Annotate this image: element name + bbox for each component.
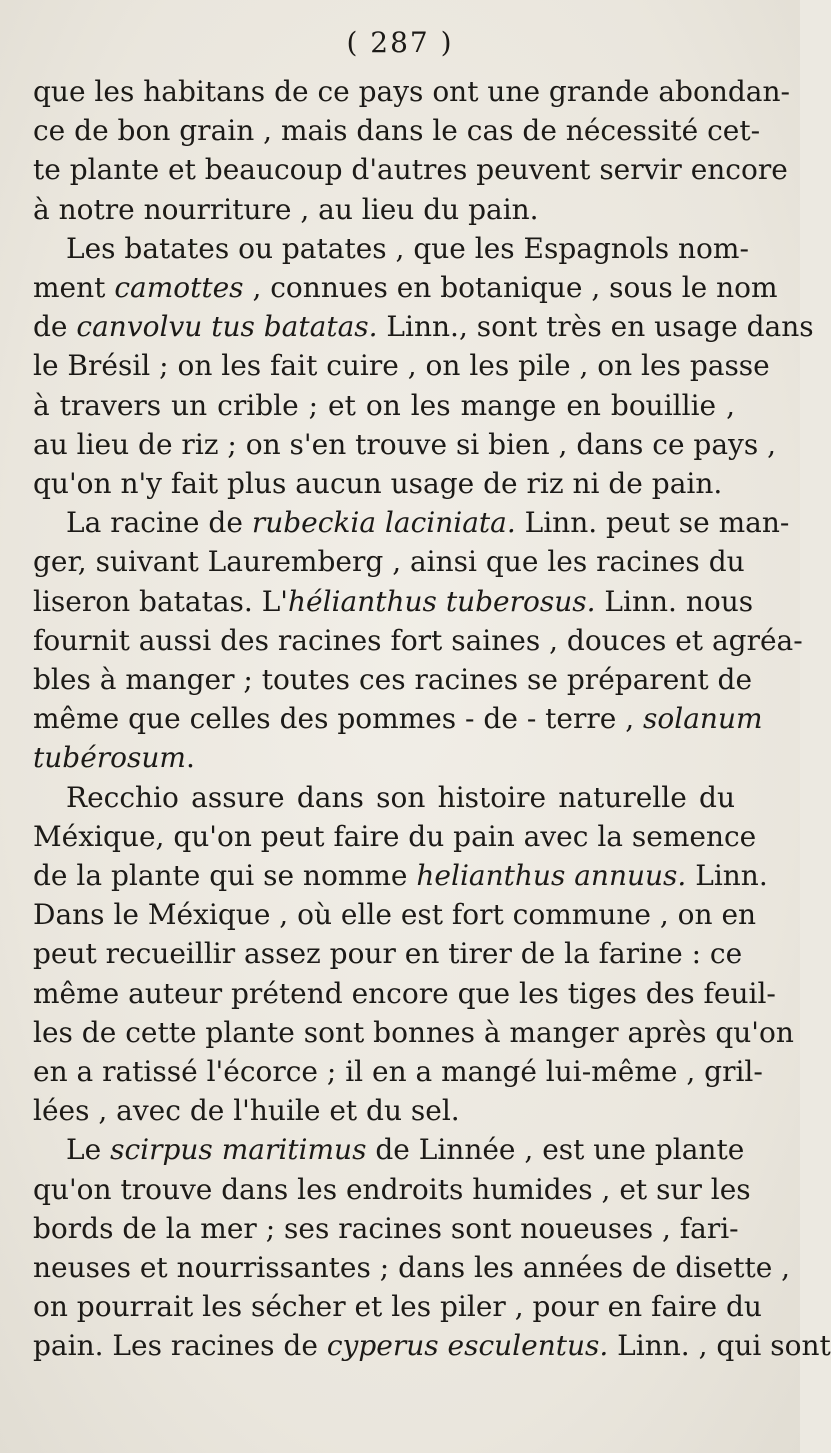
italic-term: helianthus annuus. [416,859,687,892]
text-line [33,856,768,896]
text-segment: Le [66,1133,111,1167]
text-line [33,307,814,347]
text-segment: même que celles des pommes - de - terre , [33,702,644,736]
text-segment: ment [33,271,115,304]
text-segment: Linn., sont très en usage dans [377,310,814,344]
italic-term: hélianthus tuberosus. [288,584,596,618]
text-line [33,582,754,622]
text-segment: Linn. [686,859,768,892]
text-line: fournit aussi des racines fort saines , douces et agréa- [33,623,803,657]
text-line: en a ratissé l'écorce ; il en a mangé lui-même , gril- [33,1055,763,1088]
text-line: à notre nourriture , au lieu du pain. [33,192,539,226]
text-segment: . [185,741,195,775]
text-line [66,1130,745,1170]
text-line: Dans le Méxique , où elle est fort commune , on en [33,898,757,932]
text-segment: liseron batatas. L' [33,584,288,618]
page-number: ( 287 ) [346,26,454,59]
text-line: neuses et nourrissantes ; dans les années de disette , [33,1251,791,1284]
text-line [33,268,778,308]
text-line: que les habitans de ce pays ont une grande abondan- [33,75,790,108]
text-line: qu'on n'y fait plus aucun usage de riz ni de pain. [33,467,723,500]
italic-term: tubérosum [33,741,186,775]
italic-term: cyperus esculentus. [326,1329,609,1363]
italic-term: canvolvu tus batatas. [76,310,378,344]
text-segment: Linn. peut se man- [515,506,790,540]
text-line [33,699,763,739]
text-line: Méxique, qu'on peut faire du pain avec la semence [33,819,757,853]
text-segment: de la plante qui se nomme [33,859,417,892]
italic-term: scirpus maritimus [110,1133,367,1167]
text-line: bles à manger ; toutes ces racines se préparent de [33,663,753,696]
text-segment: de [33,310,77,344]
text-line: ger, suivant Lauremberg , ainsi que les racines du [33,545,745,579]
text-line: peut recueillir assez pour en tirer de la farine : ce [33,937,743,971]
text-segment: Linn. , qui sont [608,1329,831,1363]
text-line [33,1326,831,1366]
text-segment: Linn. nous [595,584,754,618]
text-line [66,503,790,543]
text-line: qu'on trouve dans les endroits humides , et sur les [33,1172,751,1206]
text-segment: de Linnée , est une plante [366,1133,745,1167]
text-segment: pain. Les racines de [33,1329,327,1363]
text-line: le Brésil ; on les fait cuire , on les pile , on les passe [33,349,770,383]
text-line: Recchio assure dans son histoire naturelle du [66,780,735,814]
italic-term: rubeckia laciniata. [251,506,516,540]
text-line: te plante et beaucoup d'autres peuvent servir encore [33,153,788,187]
text-line: les de cette plante sont bonnes à manger après qu'on [33,1015,794,1049]
text-line [33,738,735,778]
text-line: à travers un crible ; et on les mange en bouillie , [33,388,735,422]
text-line: au lieu de riz ; on s'en trouve si bien , dans ce pays , [33,427,777,461]
text-line: ce de bon grain , mais dans le cas de nécessité cet- [33,114,761,148]
italic-term: solanum [643,702,763,736]
text-line: lées , avec de l'huile et du sel. [33,1094,460,1128]
text-line: bords de la mer ; ses racines sont noueuses , fari- [33,1211,739,1245]
text-line: même auteur prétend encore que les tiges des feuil- [33,976,776,1010]
text-line: on pourrait les sécher et les piler , pour en faire du [33,1290,762,1324]
italic-term: camottes [114,271,244,304]
text-segment: La racine de [66,506,252,540]
text-line: Les batates ou patates , que les Espagnols nom- [66,231,749,265]
text-segment: , connues en botanique , sous le nom [243,271,778,304]
